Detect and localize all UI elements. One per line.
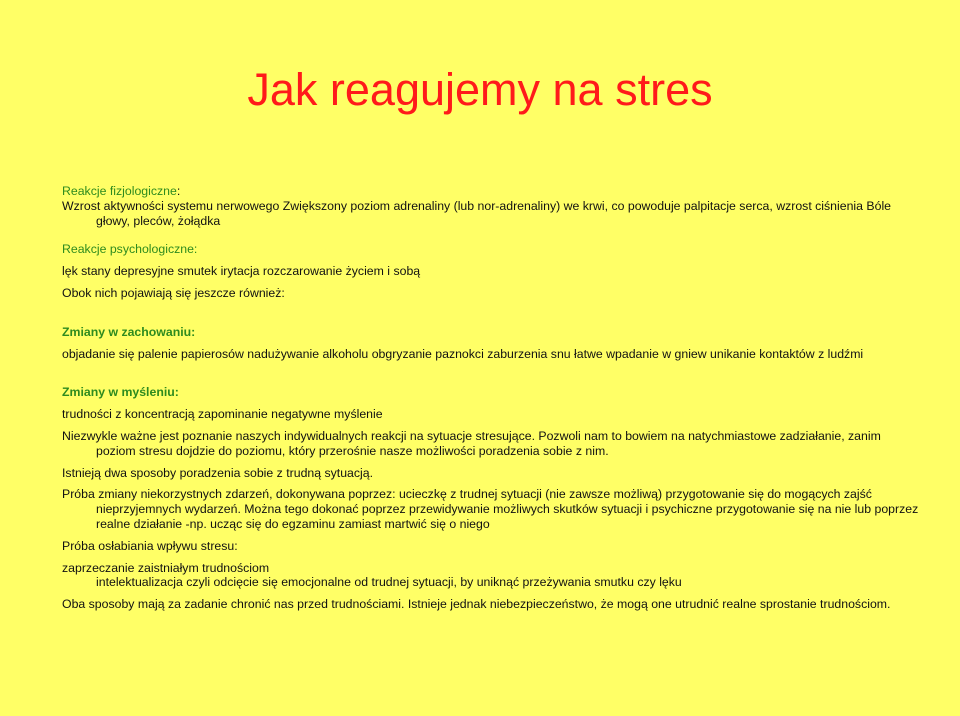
myslenie-line5: Próba osłabiania wpływu stresu: bbox=[62, 538, 238, 553]
fizjo-text: Wzrost aktywności systemu nerwowego Zwiększony poziom adrenaliny (lub nor-adrenaliny) we krwi, co powoduje palpitacje serca, wzrost ciśnienia Bóle głowy, pleców, żołądka bbox=[62, 198, 892, 228]
myslenie-line1: trudności z koncentracją zapominanie negatywne myślenie bbox=[62, 407, 383, 422]
fizjo-colon: : bbox=[176, 184, 181, 198]
myslenie-heading: Zmiany w myśleniu: bbox=[62, 385, 179, 400]
psycho-line2: Obok nich pojawiają się jeszcze również: bbox=[62, 285, 285, 300]
psycho-heading: Reakcje psychologiczne: bbox=[62, 242, 198, 257]
fizjo-heading: Reakcje fizjologiczne bbox=[62, 184, 177, 198]
slide-content bbox=[62, 184, 922, 612]
myslenie-line4: Próba zmiany niekorzystnych zdarzeń, dokonywana poprzez: ucieczkę z trudnej sytuacji (nie zawsze możliwą) przygotowanie się do mogących zajść nieprzyjemnych wydarzeń. Można tego dokonać poprzez przewidywanie możliwych skutków sytuacji i psychiczne przygotowanie się na nie lub poprzez realne działanie -np. ucząc się do egzaminu zamiast martwić się o niego bbox=[62, 487, 919, 531]
fizjo-heading-line bbox=[62, 184, 922, 199]
myslenie-line8: Oba sposoby mają za zadanie chronić nas przed trudnościami. Istnieje jednak niebezpieczeństwo, że mogą one utrudnić realne sprostanie trudnościom. bbox=[62, 597, 891, 612]
myslenie-line6: zaprzeczanie zaistniałym trudnościom bbox=[62, 560, 270, 575]
slide-title: Jak reagujemy na stres bbox=[247, 64, 713, 115]
zachowanie-heading: Zmiany w zachowaniu: bbox=[62, 324, 196, 339]
myslenie-line2: Niezwykle ważne jest poznanie naszych indywidualnych reakcji na sytuacje stresujące. Pozwoli nam to bowiem na natychmiastowe zadziałanie, zanim poziom stresu dojdzie do poziomu, który przerośnie nasze możliwości poradzenia sobie z nim. bbox=[62, 428, 881, 458]
psycho-line1: lęk stany depresyjne smutek irytacja rozczarowanie życiem i sobą bbox=[62, 264, 421, 279]
zachowanie-text: objadanie się palenie papierosów nadużywanie alkoholu obgryzanie paznokci zaburzenia snu łatwe wpadanie w gniew unikanie kontaktów z ludźmi bbox=[62, 346, 864, 361]
myslenie-line3: Istnieją dwa sposoby poradzenia sobie z trudną sytuacją. bbox=[62, 465, 374, 480]
myslenie-line7: intelektualizacja czyli odcięcie się emocjonalne od trudnej sytuacji, by uniknąć przeżywania smutku czy lęku bbox=[96, 575, 682, 590]
